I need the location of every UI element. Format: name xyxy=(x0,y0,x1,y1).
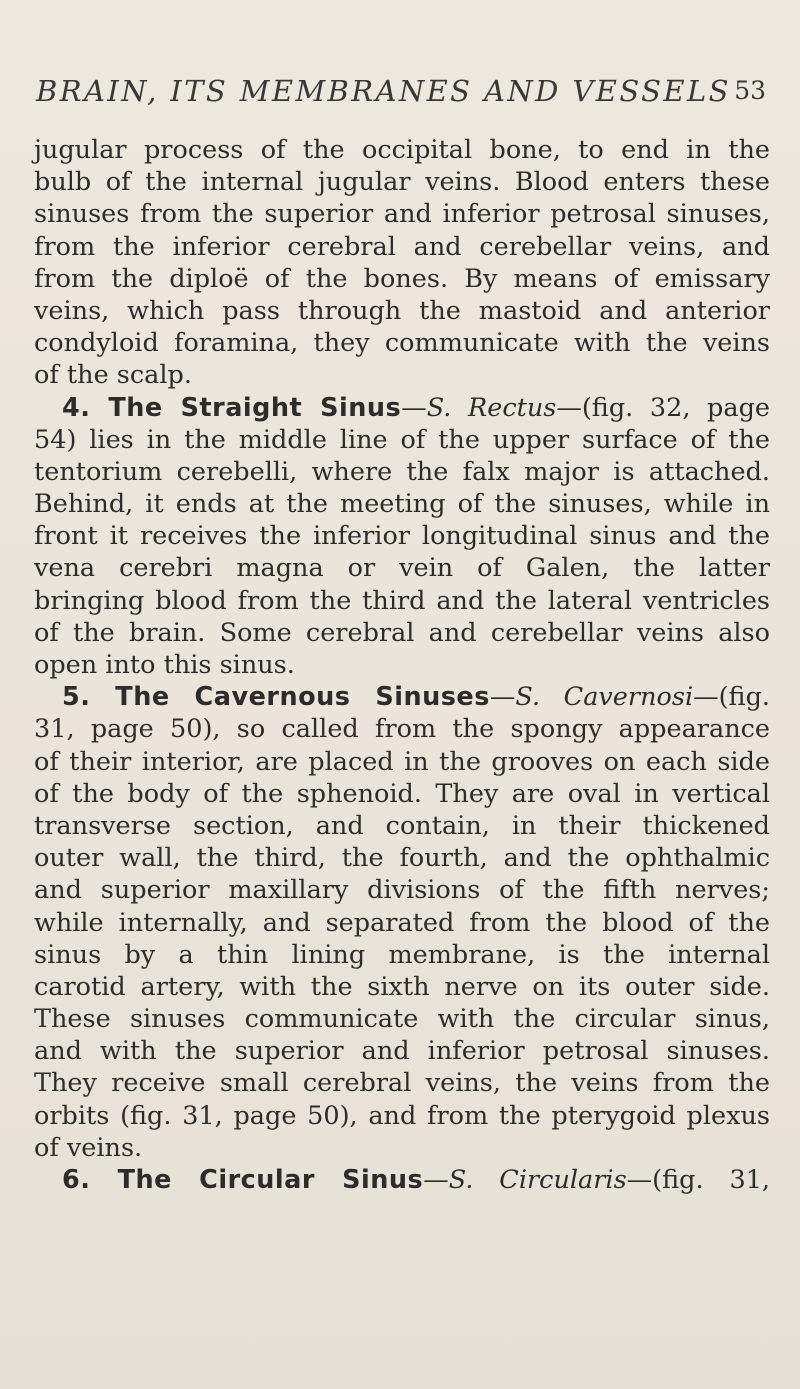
line-text: —(fig. 32, page xyxy=(556,392,770,423)
text-line: These sinuses communicate with the circular sinus, xyxy=(34,1004,770,1035)
line-text: —(fig. 31, xyxy=(626,1165,771,1195)
line-text: —(fig. xyxy=(693,682,770,713)
text-line: Behind, it ends at the meeting of the sinuses, while in xyxy=(34,489,770,520)
text-line: of veins. xyxy=(34,1132,143,1163)
text-line: of their interior, are placed in the grooves on each side xyxy=(34,746,770,777)
text-line: and superior maxillary divisions of the fifth nerves; xyxy=(34,875,770,906)
text-line: sinuses from the superior and inferior petrosal sinuses, xyxy=(34,199,770,230)
running-header xyxy=(36,74,766,114)
text-line: veins, which pass through the mastoid and anterior xyxy=(34,295,770,326)
latin-name: —S. Cavernosi xyxy=(489,682,694,713)
text-line: carotid artery, with the sixth nerve on its outer side. xyxy=(34,971,770,1002)
text-line: open into this sinus. xyxy=(34,650,295,680)
text-line: and with the superior and inferior petrosal sinuses. xyxy=(34,1036,770,1067)
text-line: tentorium cerebelli, where the falx major is attached. xyxy=(34,456,770,487)
text-line: transverse section, and contain, in their thickened xyxy=(34,810,770,841)
section-heading-line xyxy=(34,1164,770,1196)
text-line: orbits (fig. 31, page 50), and from the pterygoid plexus xyxy=(34,1100,770,1131)
section-heading-line xyxy=(34,392,770,424)
text-line: 54) lies in the middle line of the upper surface of the xyxy=(34,424,770,455)
running-title: BRAIN, ITS MEMBRANES AND VESSELS xyxy=(36,74,731,108)
page-number: 53 xyxy=(734,76,766,105)
text-line: bulb of the internal jugular veins. Blood enters these xyxy=(34,167,770,198)
text-line: from the diploë of the bones. By means of emissary xyxy=(34,263,770,294)
section-heading-line xyxy=(34,681,770,713)
text-line: front it receives the inferior longitudinal sinus and the xyxy=(34,521,770,552)
text-line: bringing blood from the third and the lateral ventricles xyxy=(34,585,770,616)
text-line: They receive small cerebral veins, the veins from the xyxy=(34,1068,770,1099)
latin-name: —S. Circularis xyxy=(423,1165,627,1195)
text-line: of the scalp. xyxy=(34,360,192,391)
section-heading: 5. The Cavernous Sinuses xyxy=(62,682,490,713)
text-line: sinus by a thin lining membrane, is the internal xyxy=(34,939,770,970)
body-text xyxy=(34,134,770,1196)
text-line: jugular process of the occipital bone, to end in the xyxy=(34,135,770,165)
text-line: of the brain. Some cerebral and cerebellar veins also xyxy=(34,617,770,648)
latin-name: —S. Rectus xyxy=(401,392,557,423)
text-line: vena cerebri magna or vein of Galen, the latter xyxy=(34,553,770,584)
text-line: 31, page 50), so called from the spongy appearance xyxy=(34,714,770,745)
text-line: outer wall, the third, the fourth, and the ophthalmic xyxy=(34,843,770,874)
text-line: condyloid foramina, they communicate with the veins xyxy=(34,328,770,359)
section-heading: 4. The Straight Sinus xyxy=(62,392,402,423)
text-line: while internally, and separated from the blood of the xyxy=(34,907,770,938)
text-line: of the body of the sphenoid. They are oval in vertical xyxy=(34,778,770,809)
text-line: from the inferior cerebral and cerebellar veins, and xyxy=(34,231,770,262)
section-heading: 6. The Circular Sinus xyxy=(62,1165,424,1195)
